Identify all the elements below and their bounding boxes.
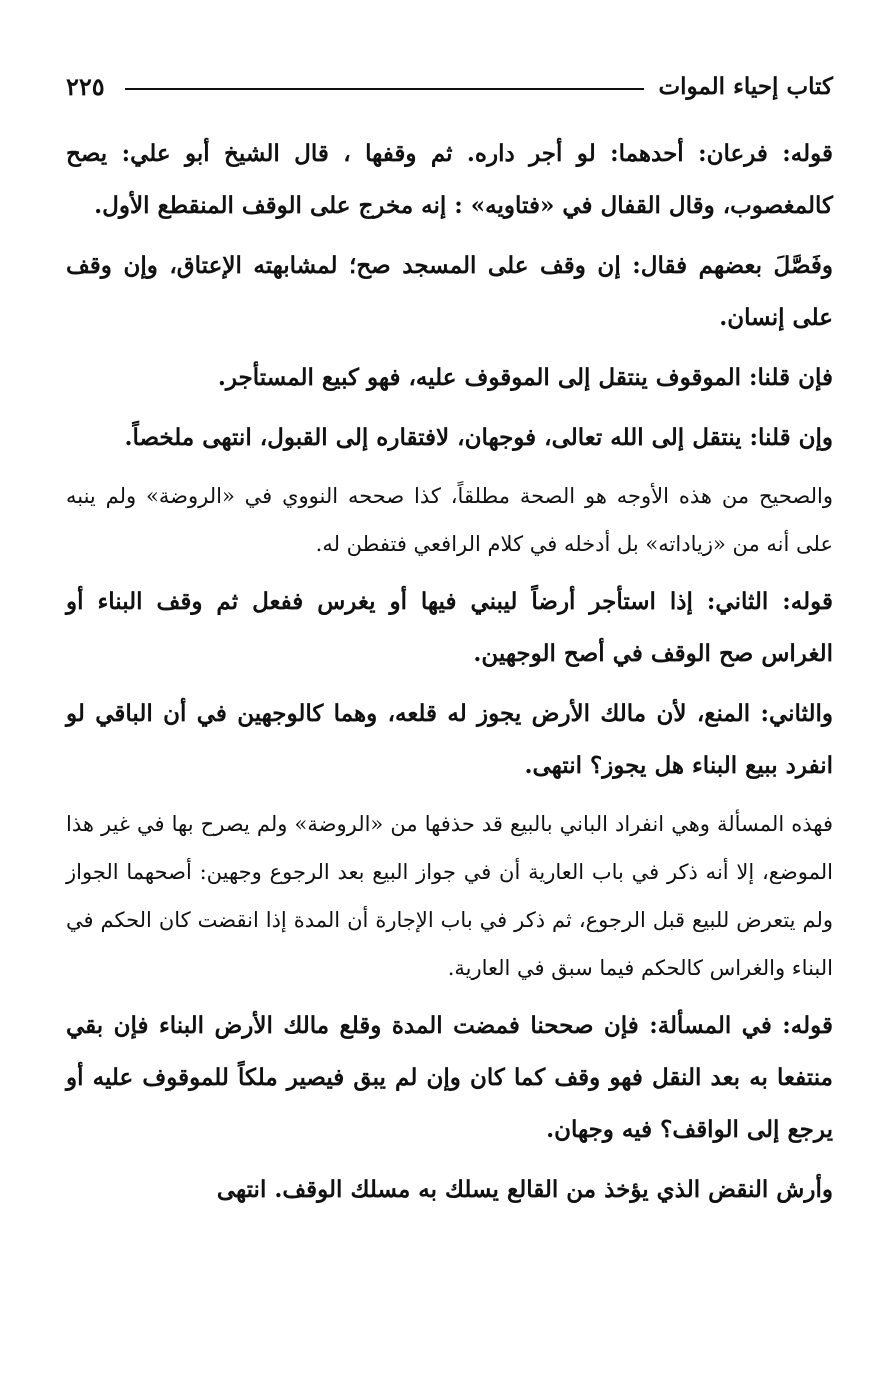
page-number: ٢٢٥: [66, 71, 105, 101]
paragraph: قوله: الثاني: إذا استأجر أرضاً ليبني فيها أو يغرس ففعل ثم وقف البناء أو الغراس صح الوقف في أصح الوجهين.: [66, 588, 833, 667]
paragraph: وفَصَّلَ بعضهم فقال: إن وقف على المسجد صح؛ لمشابهته الإعتاق، وإن وقف على إنسان.: [66, 252, 833, 331]
page-header: [66, 64, 833, 108]
paragraph: قوله: في المسألة: فإن صححنا فمضت المدة وقلع مالك الأرض البناء فإن بقي منتفعا به بعد النقل فهو وقف كما كان وإن لم يبق فيصير ملكاً للموقوف عليه أو يرجع إلى الواقف؟ فيه وجهان.: [66, 1012, 833, 1143]
running-title: كتاب إحياء الموات: [658, 72, 833, 100]
page-body: [66, 128, 833, 1216]
paragraph: والثاني: المنع، لأن مالك الأرض يجوز له قلعه، وهما كالوجهين في أن الباقي لو انفرد ببيع البناء هل يجوز؟ انتهى.: [66, 700, 833, 779]
paragraph: قوله: فرعان: أحدهما: لو أجر داره. ثم وقفها ، قال الشيخ أبو علي: يصح كالمغصوب، وقال القفال في «فتاويه» : إنه مخرج على الوقف المنقطع الأول.: [66, 140, 833, 219]
paragraph: فهذه المسألة وهي انفراد الباني بالبيع قد حذفها من «الروضة» ولم يصرح بها في غير هذا الموضع، إلا أنه ذكر في باب العارية أن في جواز البيع بعد الرجوع وجهين: أصحهما الجواز ولم يتعرض للبيع قبل الرجوع، ثم ذكر في باب الإجارة أن المدة إذا انقضت كان الحكم في البناء والغراس كالحكم فيما سبق في العارية.: [66, 812, 833, 980]
paragraph: وإن قلنا: ينتقل إلى الله تعالى، فوجهان، لافتقاره إلى القبول، انتهى ملخصاً.: [124, 424, 833, 451]
header-rule: [125, 88, 645, 90]
paragraph: والصحيح من هذه الأوجه هو الصحة مطلقاً، كذا صححه النووي في «الروضة» ولم ينبه على أنه من «زياداته» بل أدخله في كلام الرافعي فتفطن له.: [66, 484, 833, 556]
paragraph: فإن قلنا: الموقوف ينتقل إلى الموقوف عليه، فهو كبيع المستأجر.: [217, 364, 833, 391]
paragraph: وأرش النقض الذي يؤخذ من القالع يسلك به مسلك الوقف. انتهى: [216, 1176, 833, 1203]
